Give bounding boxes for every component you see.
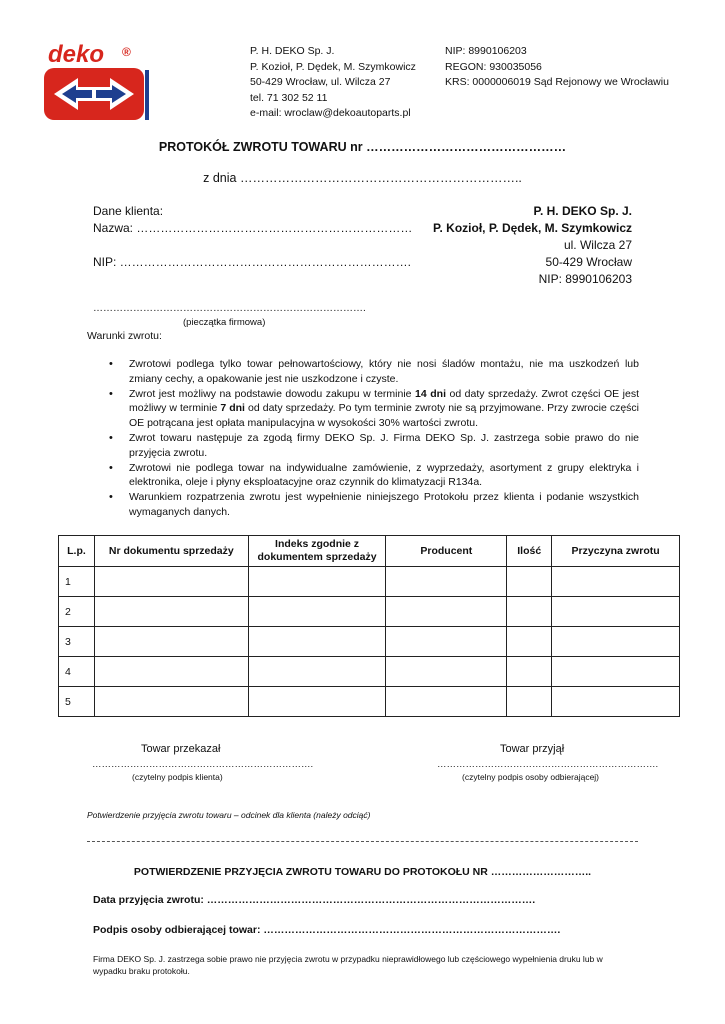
row-number: 1 [59,567,95,597]
cell-reason[interactable] [552,687,680,717]
row-number: 3 [59,627,95,657]
condition-text: od daty sprzedaży. Po tym terminie zwroty nie są przyjmowane. Przy zwrocie części OE potrącana jest opłata manipulacyjna w wysokości 30% wartości zwrotu. [129,402,639,429]
header-doc-number: Nr dokumentu sprzedaży [94,536,248,567]
table-row [59,657,680,687]
table-row [59,627,680,657]
cell-reason[interactable] [552,597,680,627]
stamp-label: (pieczątka firmowa) [183,317,266,328]
company-phone: tel. 71 302 52 11 [250,91,328,104]
cut-note: Potwierdzenie przyjęcia zwrotu towaru – odcinek dla klienta (należy odciąć) [87,810,371,820]
cell-doc-number[interactable] [94,627,248,657]
header-quantity: Ilość [507,536,552,567]
deko-address [433,203,632,288]
company-info [250,44,416,122]
date-received-field[interactable]: Data przyjęcia zwrotu: …………………………………………………………………………………. [93,894,536,906]
header-index-line2: dokumentem sprzedaży [257,551,377,563]
cell-reason[interactable] [552,657,680,687]
cell-doc-number[interactable] [94,567,248,597]
row-number: 4 [59,657,95,687]
condition-item [107,461,639,490]
table-header-row [59,536,680,567]
client-blank-line [93,237,412,254]
header-producer: Producent [386,536,507,567]
deko-street: ul. Wilcza 27 [563,238,632,252]
cell-index[interactable] [248,597,386,627]
condition-text: Warunkiem rozpatrzenia zwrotu jest wypełnienie niniejszego Protokołu przez klienta i podanie wszystkich wymaganych danych. [129,491,639,518]
cell-index[interactable] [248,657,386,687]
cell-doc-number[interactable] [94,687,248,717]
cell-reason[interactable] [552,627,680,657]
company-email[interactable]: e-mail: wroclaw@dekoautoparts.pl [250,107,411,119]
page-title: PROTOKÓŁ ZWROTU TOWARU nr ………………………………………… [158,140,567,154]
company-owners: P. Kozioł, P. Dędek, M. Szymkowicz [250,60,416,73]
cell-index[interactable] [248,627,386,657]
cell-producer[interactable] [386,687,507,717]
condition-text: Zwrotowi nie podlega towar na indywidualne zamówienie, z wyprzedaży, asortyment z grupy elektryka i elektronika, oleje i płyny eksploatacyjne oraz czynnik do klimatyzacji R134a. [129,461,639,489]
condition-emphasis: 14 dni [415,387,446,400]
stamp-field[interactable]: ………………………………………………………………………. [93,303,366,314]
cell-doc-number[interactable] [94,657,248,687]
table-row [59,597,680,627]
registered-mark: ® [122,45,131,59]
condition-text: od daty sprzedaży. Zwrot części OE jest możliwy w terminie [129,387,639,415]
condition-item [107,431,639,460]
table-row [59,567,680,597]
confirmation-title: POTWIERDZENIE PRZYJĘCIA ZWROTU TOWARU DO PROTOKOŁU NR ……………………….. [133,866,592,878]
cell-doc-number[interactable] [94,597,248,627]
handed-over-signature-field[interactable]: ……………………………………………………………. [92,759,314,770]
header-index-line1: Indeks zgodnie z [275,538,360,550]
client-label: Dane klienta: [93,204,164,218]
condition-item [107,357,639,386]
disclaimer: Firma DEKO Sp. J. zastrzega sobie prawo nie przyjęcia zwrotu w przypadku nieprawidłowego lub częściowego wypełnienia druku lub w wypadku braku protokołu. [93,954,603,976]
registry-krs: KRS: 0000006019 Sąd Rejonowy we Wrocławiu [445,76,669,88]
cell-quantity[interactable] [507,627,552,657]
client-nip-field[interactable]: NIP: ………………………………………………………………. [93,255,412,269]
condition-emphasis: 7 dni [220,402,245,415]
received-caption: (czytelny podpis osoby odbierającej) [462,772,600,782]
table-row [59,687,680,717]
cell-producer[interactable] [386,597,507,627]
cut-line-divider [87,841,638,842]
deko-owners: P. Kozioł, P. Dędek, M. Szymkowicz [433,221,632,235]
condition-text: Zwrot towaru następuje za zgodą firmy DEKO Sp. J. Firma DEKO Sp. J. zastrzega sobie prawo do nie przyjęcia zwrotu. [129,431,639,459]
cell-quantity[interactable] [507,687,552,717]
deko-name: P. H. DEKO Sp. J. [533,204,632,218]
conditions-title: Warunki zwrotu: [87,330,162,342]
company-name: P. H. DEKO Sp. J. [250,45,335,57]
condition-item [107,387,639,431]
cell-producer[interactable] [386,657,507,687]
cell-producer[interactable] [386,627,507,657]
receiver-signature-field[interactable]: Podpis osoby odbierającej towar: …………………………………………………………………………. [93,924,561,936]
registry-info [445,44,669,91]
received-signature-field[interactable]: ……………………………………………………………. [437,759,659,770]
row-number: 5 [59,687,95,717]
registry-regon: REGON: 930035056 [445,60,542,73]
cell-index[interactable] [248,567,386,597]
cell-index[interactable] [248,687,386,717]
client-data [93,203,412,271]
cell-quantity[interactable] [507,597,552,627]
header-index [248,536,386,567]
returns-table [58,535,680,717]
company-address: 50-429 Wrocław, ul. Wilcza 27 [250,76,391,88]
deko-city: 50-429 Wrocław [545,255,632,269]
received-label: Towar przyjął [500,743,565,755]
row-number: 2 [59,597,95,627]
conditions-list [107,357,639,520]
condition-text: Zwrotowi podlega tylko towar pełnowartościowy, który nie nosi śladów montażu, nie ma uszkodzeń lub zmiany cechy, a opakowanie jest nie uszkodzone i czyste. [129,358,639,385]
cell-producer[interactable] [386,567,507,597]
cell-quantity[interactable] [507,657,552,687]
client-name-field[interactable]: Nazwa: …………………………………………………………… [93,221,413,235]
header-lp: L.p. [59,536,95,567]
deko-logo [44,40,152,122]
date-field[interactable]: z dnia ………………………………………………………….. [203,171,522,185]
logo-text: deko [48,41,105,68]
deko-nip: NIP: 8990106203 [538,272,632,286]
handed-over-caption: (czytelny podpis klienta) [132,772,223,782]
registry-nip: NIP: 8990106203 [445,45,527,57]
cell-reason[interactable] [552,567,680,597]
cell-quantity[interactable] [507,567,552,597]
header-reason: Przyczyna zwrotu [552,536,680,567]
condition-item [107,490,639,519]
handed-over-label: Towar przekazał [141,743,221,755]
condition-text: Zwrot jest możliwy na podstawie dowodu zakupu w terminie [129,387,416,400]
